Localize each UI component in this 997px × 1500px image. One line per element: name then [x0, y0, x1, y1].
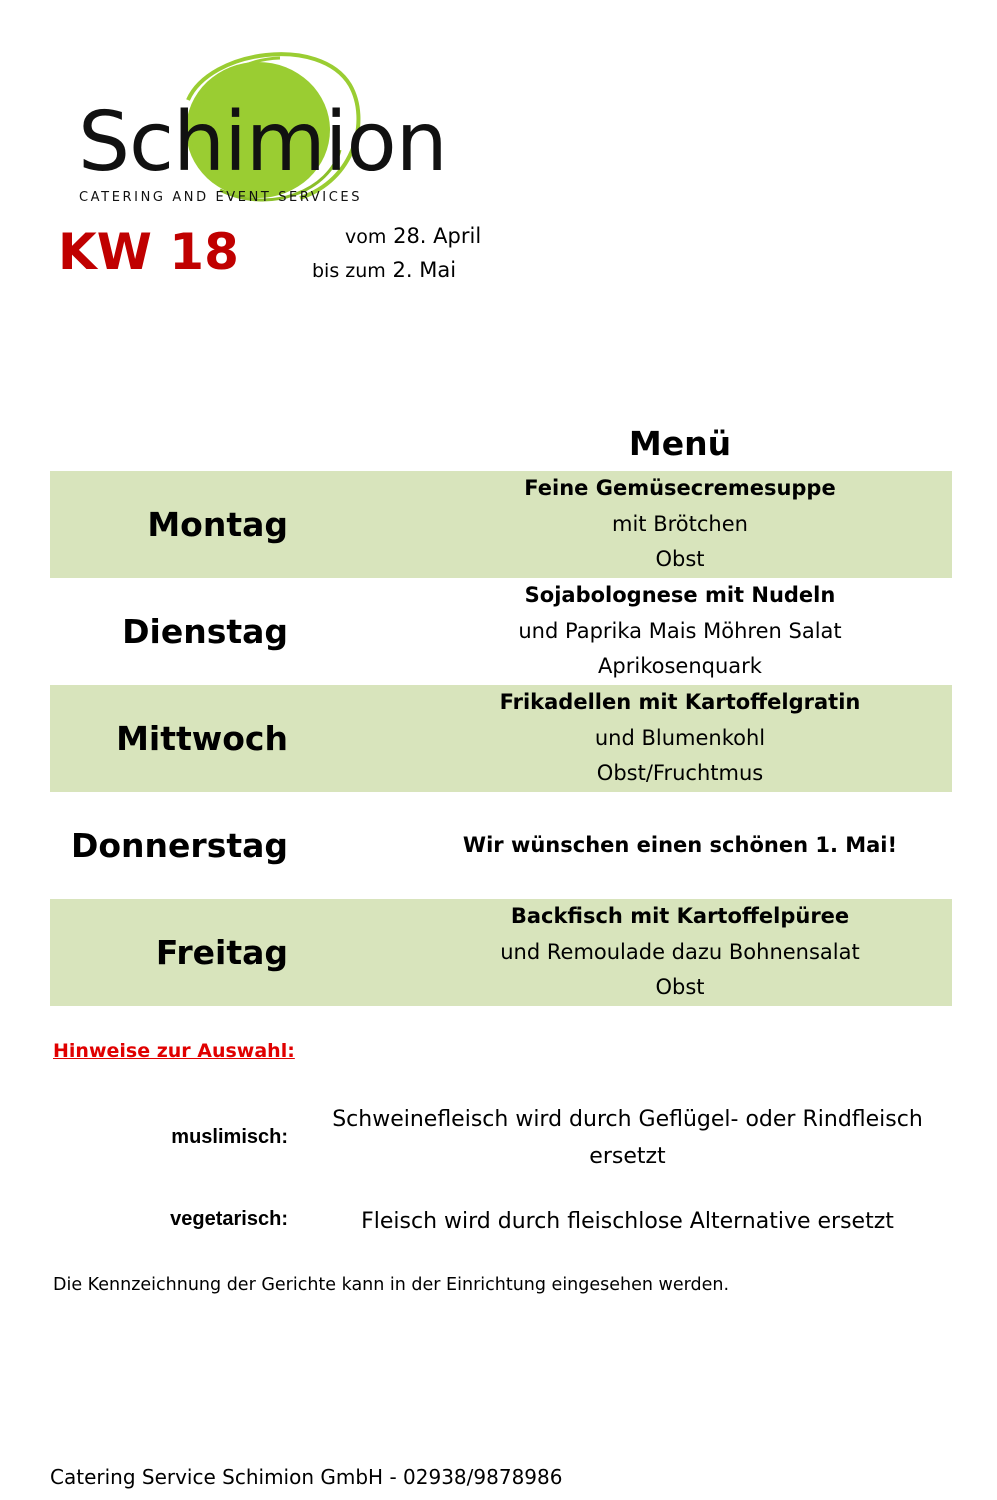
- calendar-week-label: KW 18: [58, 223, 239, 281]
- dish-main: Feine Gemüsecremesuppe: [524, 476, 836, 501]
- day-label: Montag: [147, 505, 288, 544]
- company-logo: [70, 40, 470, 215]
- hint-text-muslim-line1: Schweinefleisch wird durch Geflügel- oder Rindfleisch: [332, 1107, 923, 1132]
- dish-main: Frikadellen mit Kartoffelgratin: [499, 690, 861, 715]
- dish-block: [450, 899, 910, 1006]
- dish-main: Sojabolognese mit Nudeln: [524, 583, 836, 608]
- day-label: Dienstag: [122, 612, 288, 651]
- dish-side: mit Brötchen: [612, 511, 748, 536]
- dish-dessert: Aprikosenquark: [598, 654, 762, 679]
- dish-main: Backfisch mit Kartoffelpüree: [510, 904, 850, 929]
- menu-row-thursday: [50, 792, 952, 899]
- hint-text-vegetarian: Fleisch wird durch fleischlose Alternative ersetzt: [361, 1209, 894, 1234]
- date-from-prefix: vom: [345, 226, 387, 248]
- logo-tagline: CATERING AND EVENT SERVICES: [79, 190, 363, 205]
- labeling-note: Die Kennzeichnung der Gerichte kann in der Einrichtung eingesehen werden.: [53, 1275, 730, 1295]
- date-to-prefix: bis zum: [312, 260, 386, 282]
- date-from-value: 28. April: [393, 224, 482, 248]
- day-label: Freitag: [155, 933, 288, 972]
- date-from: [345, 224, 481, 248]
- dish-block: [450, 685, 910, 792]
- day-label: Mittwoch: [116, 719, 288, 758]
- menu-row-tuesday: [50, 578, 952, 685]
- hint-label-muslim: muslimisch:: [171, 1126, 288, 1148]
- dish-block: [440, 792, 920, 899]
- menu-row-monday: [50, 471, 952, 578]
- logo-wordmark: Schimion: [78, 95, 447, 190]
- dish-block: [450, 578, 910, 685]
- dish-dessert: Obst/Fruchtmus: [596, 761, 764, 786]
- dish-dessert: Obst: [655, 975, 705, 1000]
- dish-side: und Paprika Mais Möhren Salat: [518, 618, 842, 643]
- day-label: Donnerstag: [70, 826, 288, 865]
- menu-title: Menü: [628, 424, 732, 463]
- footer-contact: Catering Service Schimion GmbH - 02938/9878986: [50, 1465, 563, 1489]
- holiday-message: Wir wünschen einen schönen 1. Mai!: [462, 832, 898, 857]
- dish-side: und Blumenkohl: [594, 725, 766, 750]
- dish-block: [450, 471, 910, 578]
- date-to: [312, 258, 456, 282]
- hint-label-vegetarian: vegetarisch:: [170, 1208, 288, 1230]
- menu-row-friday: [50, 899, 952, 1006]
- hint-text-muslim: [310, 1101, 945, 1175]
- date-to-value: 2. Mai: [392, 258, 457, 282]
- dish-side: und Remoulade dazu Bohnensalat: [500, 939, 860, 964]
- hints-title: Hinweise zur Auswahl:: [53, 1040, 295, 1062]
- dish-dessert: Obst: [655, 547, 705, 572]
- hint-text-muslim-line2: ersetzt: [589, 1144, 666, 1169]
- menu-row-wednesday: [50, 685, 952, 792]
